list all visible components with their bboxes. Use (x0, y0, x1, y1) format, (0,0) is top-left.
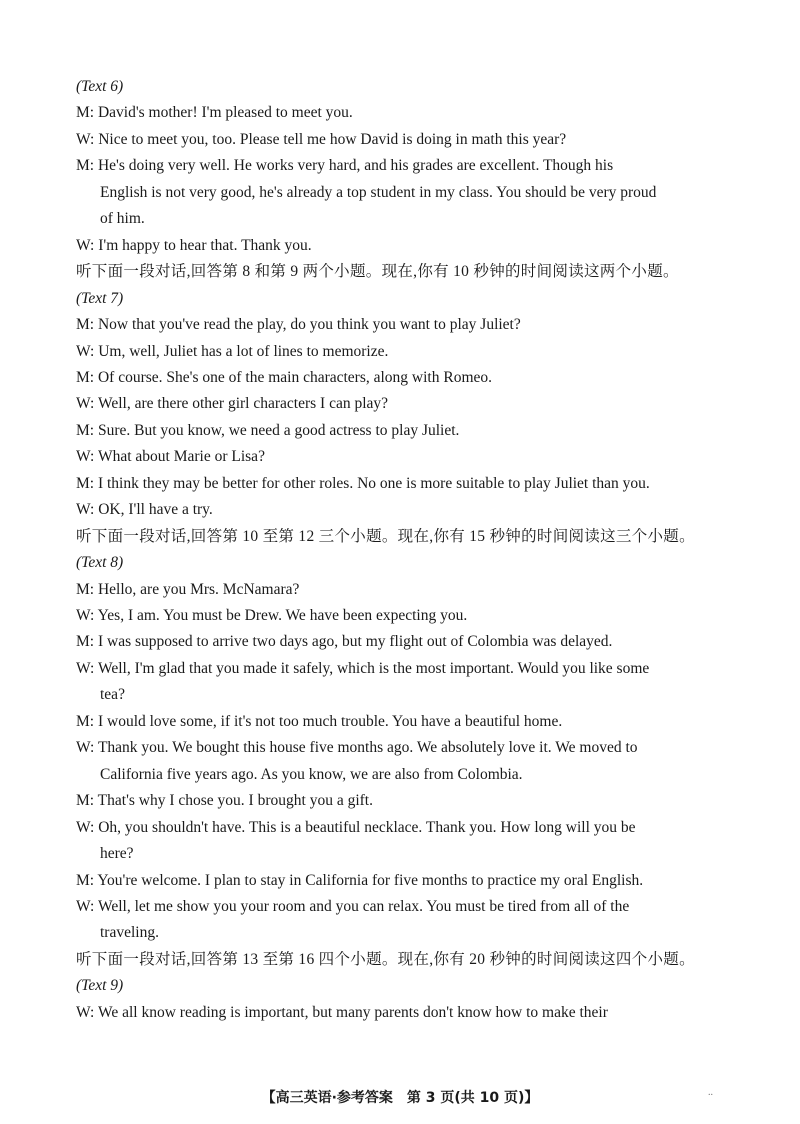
dialog-line: W: I'm happy to hear that. Thank you. (76, 237, 312, 254)
dialog-continuation: of him. (100, 210, 145, 227)
dialog-continuation: California five years ago. As you know, we are also from Colombia. (100, 766, 523, 783)
dialog-line: W: Oh, you shouldn't have. This is a beautiful necklace. Thank you. How long will you be (76, 819, 636, 836)
section-label: (Text 8) (76, 554, 124, 571)
dialog-line: M: Now that you've read the play, do you think you want to play Juliet? (76, 316, 521, 333)
dialog-line: M: Of course. She's one of the main characters, along with Romeo. (76, 369, 493, 386)
section-label: (Text 7) (76, 290, 124, 307)
dialog-continuation: traveling. (100, 924, 159, 941)
dialog-line: W: Nice to meet you, too. Please tell me how David is doing in math this year? (76, 131, 567, 148)
dialog-continuation: tea? (100, 686, 125, 703)
dialog-line: M: You're welcome. I plan to stay in California for five months to practice my oral English. (76, 872, 644, 889)
dialog-line: M: He's doing very well. He works very hard, and his grades are excellent. Though his (76, 157, 614, 174)
dialog-line: M: I would love some, if it's not too much trouble. You have a beautiful home. (76, 713, 563, 730)
dialog-continuation: English is not very good, he's already a top student in my class. You should be very proud (100, 184, 657, 201)
dialog-line: M: I think they may be better for other roles. No one is more suitable to play Juliet than you. (76, 475, 650, 492)
dialog-line: W: Well, I'm glad that you made it safely, which is the most important. Would you like some (76, 660, 650, 677)
dialog-line: M: I was supposed to arrive two days ago, but my flight out of Colombia was delayed. (76, 633, 613, 650)
section-label: (Text 9) (76, 977, 124, 994)
dialog-line: M: That's why I chose you. I brought you a gift. (76, 792, 373, 809)
dialog-line: W: What about Marie or Lisa? (76, 448, 265, 465)
footer-mark: .. (708, 1087, 713, 1098)
dialog-line: M: David's mother! I'm pleased to meet you. (76, 104, 353, 121)
dialog-line: W: Well, are there other girl characters I can play? (76, 395, 389, 412)
instruction-line: 听下面一段对话,回答第 8 和第 9 两个小题。现在,你有 10 秒钟的时间阅读这两个小题。 (76, 263, 679, 280)
page-footer: 【高三英语·参考答案 第 3 页(共 10 页)】 (261, 1090, 539, 1106)
dialog-line: W: We all know reading is important, but many parents don't know how to make their (76, 1004, 608, 1021)
section-label: (Text 6) (76, 78, 124, 95)
dialog-line: M: Sure. But you know, we need a good actress to play Juliet. (76, 422, 460, 439)
dialog-continuation: here? (100, 845, 134, 862)
dialog-line: W: Um, well, Juliet has a lot of lines to memorize. (76, 343, 389, 360)
instruction-line: 听下面一段对话,回答第 10 至第 12 三个小题。现在,你有 15 秒钟的时间阅读这三个小题。 (76, 528, 695, 545)
dialog-line: W: Well, let me show you your room and you can relax. You must be tired from all of the (76, 898, 630, 915)
dialog-line: M: Hello, are you Mrs. McNamara? (76, 581, 300, 598)
instruction-line: 听下面一段对话,回答第 13 至第 16 四个小题。现在,你有 20 秒钟的时间阅读这四个小题。 (76, 951, 695, 968)
dialog-line: W: Yes, I am. You must be Drew. We have been expecting you. (76, 607, 468, 624)
dialog-line: W: Thank you. We bought this house five months ago. We absolutely love it. We moved to (76, 739, 638, 756)
dialog-line: W: OK, I'll have a try. (76, 501, 213, 518)
